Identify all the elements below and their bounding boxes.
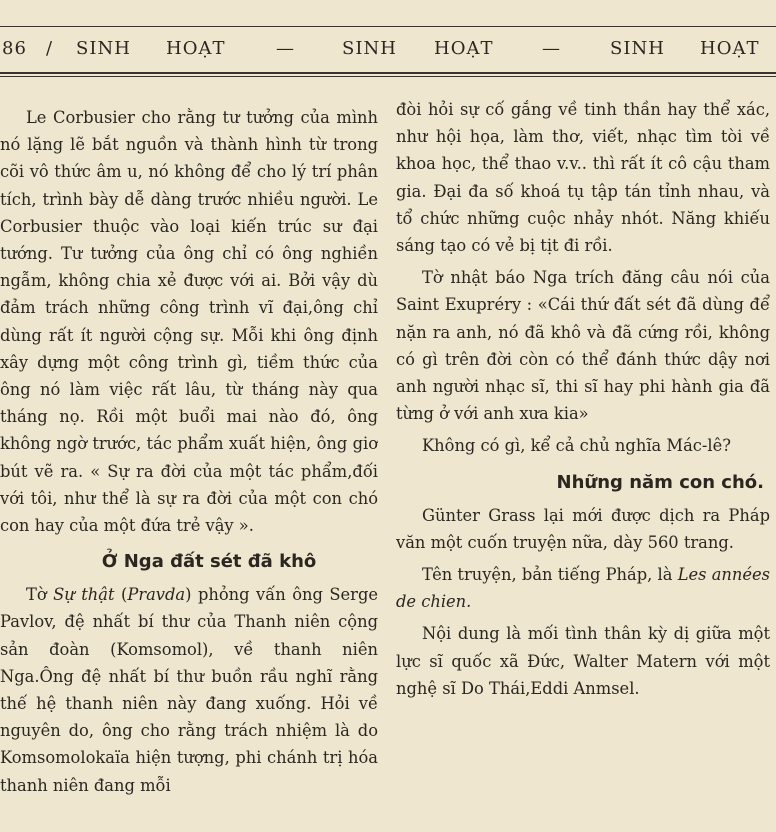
header-bottom-rule bbox=[0, 72, 776, 74]
running-title-word: SINH bbox=[342, 38, 397, 59]
paragraph: Tờ nhật báo Nga trích đăng câu nói của Saint Exupréry : «Cái thứ đất sét đã dùng để nặn ra anh, nó đã khô và đã cứng rồi, không có gì trên đời còn có thể đánh thức dậy nơi anh người nhạc sĩ, thi sĩ hay phi hành gia đã từng ở với anh xưa kia» bbox=[396, 268, 770, 424]
running-title-word: SINH bbox=[76, 38, 131, 59]
running-title-word: SINH bbox=[610, 38, 665, 59]
running-header bbox=[0, 26, 776, 78]
page-number: 86 bbox=[2, 38, 27, 59]
text-run: ) phỏng vấn ông Serge Pavlov, đệ nhất bí thư của Thanh niên cộng sản đoàn (Komsomol), về thanh niên Nga.Ông đệ nhất bí thư buồn rầu nghĩ rằng thế hệ thanh niên này đang xuống. Hỏi về nguyên do, ông cho rằng trách nhiệm là do Komsomolokaïa hiện tượng, phi chánh trị hóa thanh niên đang mỗi bbox=[0, 585, 378, 795]
text-run: Tên truyện, bản tiếng Pháp, là bbox=[422, 565, 678, 585]
paragraph: Nội dung là mối tình thân kỳ dị giữa một lực sĩ quốc xã Đức, Walter Matern với một nghệ sĩ Do Thái,Eddi Anmsel. bbox=[396, 624, 770, 698]
paragraph: Günter Grass lại mới được dịch ra Pháp văn một cuốn truyện nữa, dày 560 trang. bbox=[396, 505, 770, 552]
italic-title: Les années de chien. bbox=[396, 565, 770, 612]
paragraph: Le Corbusier cho rằng tư tưởng của mình nó lặng lẽ bắt nguồn và thành hình từ trong cõi vô thức âm u, nó không để cho lý trí phân tích, trình bày dễ dàng trước nhiều người. Le Corbusier thuộc vào loại kiến trúc sư đại tướng. Tư tưởng của ông chỉ có ông nghiền ngẫm, không chia xẻ được với ai. Bởi vậy dù đảm trách những công trình vĩ đại,ông chỉ dùng rất ít người cộng sự. Mỗi khi ông định xây dựng một công trình gì, tiềm thức của ông nó làm việc rất lâu, từ tháng này qua tháng nọ. Rồi một buổi mai nào đó, ông không ngờ trước, tác phẩm xuất hiện, ông giơ bút vẽ ra. « Sự ra đời của một tác phẩm,đối với tôi, như thể là sự ra đời của một con chó con hay của một đứa trẻ vậy ». bbox=[0, 108, 378, 536]
right-column bbox=[396, 96, 770, 832]
text-run: ( bbox=[114, 585, 128, 605]
header-slash: / bbox=[46, 38, 54, 59]
left-column bbox=[0, 96, 378, 832]
paragraph: đòi hỏi sự cố gắng về tinh thần hay thể xác, như hội họa, làm thơ, viết, nhạc tìm tòi về khoa học, thể thao v.v.. thì rất ít cô cậu tham gia. Đại đa số khoá tụ tập tán tỉnh nhau, và tổ chức những cuộc nhảy nhót. Năng khiếu sáng tạo có vẻ bị tịt đi rồi. bbox=[396, 100, 770, 256]
section-heading: Ở Nga đất sét đã khô bbox=[101, 551, 317, 573]
section-heading: Những năm con chó. bbox=[556, 471, 764, 493]
running-title-word: HOẠT bbox=[166, 38, 226, 59]
paragraph: Không có gì, kể cả chủ nghĩa Mác-lê? bbox=[422, 436, 731, 456]
paragraph bbox=[396, 561, 770, 615]
italic-title: Pravda bbox=[127, 585, 186, 605]
italic-title: Sự thật bbox=[53, 585, 115, 605]
text-run: Tờ bbox=[26, 585, 54, 605]
header-dash: — bbox=[276, 38, 295, 59]
paragraph bbox=[0, 581, 378, 799]
header-dash: — bbox=[542, 38, 561, 59]
header-top-rule bbox=[0, 26, 776, 27]
running-title-word: HOẠT bbox=[434, 38, 494, 59]
header-bottom-rule-thin bbox=[0, 76, 776, 77]
running-title-word: HOẠT bbox=[700, 38, 760, 59]
